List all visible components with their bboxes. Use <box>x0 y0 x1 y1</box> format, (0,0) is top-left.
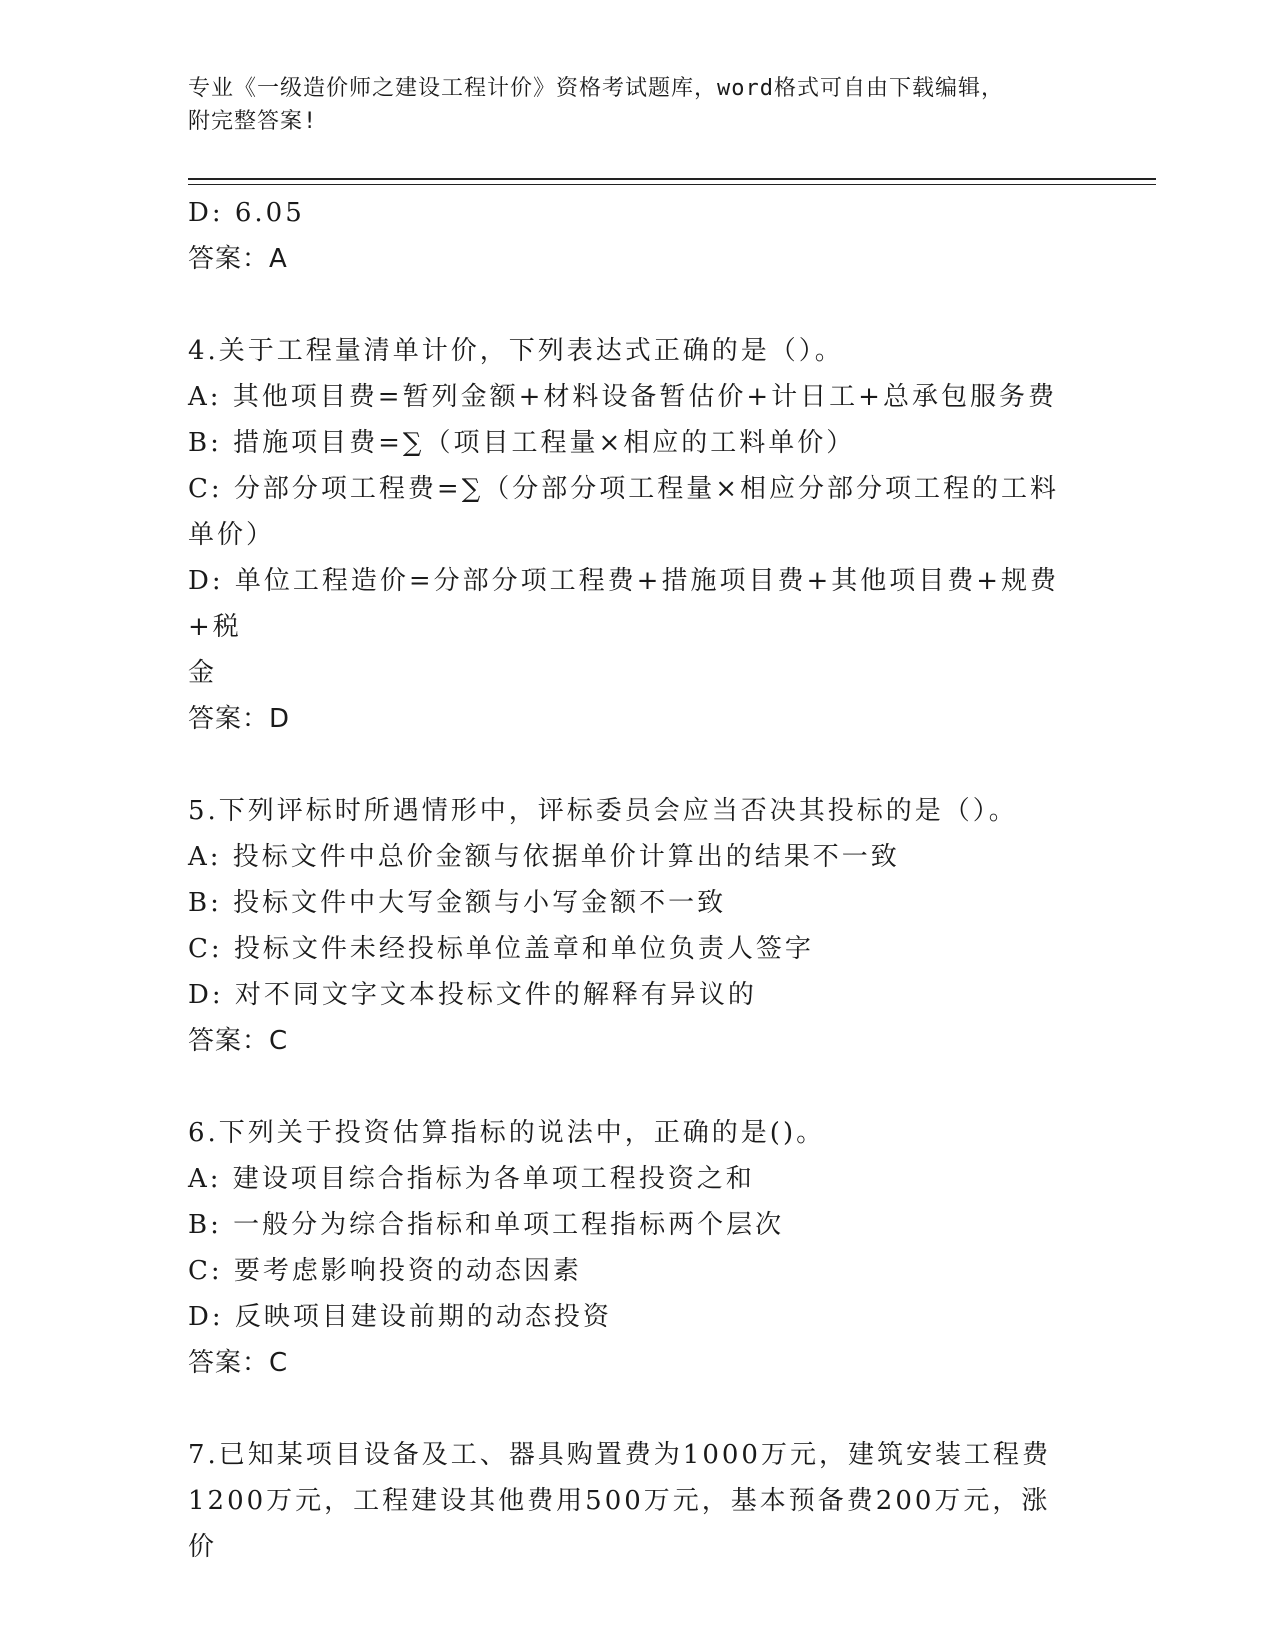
question-stem: 7.已知某项目设备及工、器具购置费为1000万元，建筑安装工程费 <box>188 1440 1051 1470</box>
answer-text: 答案：C <box>188 1026 289 1056</box>
option-b: B: 措施项目费=∑（项目工程量×相应的工料单价） <box>188 428 856 458</box>
question-block-3 <box>188 190 1078 282</box>
option-a: A: 投标文件中总价金额与依据单价计算出的结果不一致 <box>188 842 900 872</box>
header-line-2: 附完整答案! <box>188 109 318 134</box>
option-d: D: 6.05 <box>188 198 305 228</box>
option-c-continued: 单价） <box>188 520 276 550</box>
option-c: C: 要考虑影响投资的动态因素 <box>188 1256 582 1286</box>
option-d: D: 对不同文字文本投标文件的解释有异议的 <box>188 980 757 1010</box>
answer-text: 答案：A <box>188 244 288 274</box>
option-b: B: 投标文件中大写金额与小写金额不一致 <box>188 888 727 918</box>
answer-text: 答案：D <box>188 704 291 734</box>
spacer <box>188 1386 1078 1432</box>
option-d-continued: 金 <box>188 658 218 688</box>
option-a: A: 其他项目费=暂列金额+材料设备暂估价+计日工+总承包服务费 <box>188 382 1057 412</box>
spacer <box>188 282 1078 328</box>
spacer <box>188 742 1078 788</box>
option-a: A: 建设项目综合指标为各单项工程投资之和 <box>188 1164 755 1194</box>
question-block-6 <box>188 1110 1078 1386</box>
answer-text: 答案：C <box>188 1348 289 1378</box>
question-block-7 <box>188 1432 1078 1570</box>
header-rule <box>188 178 1156 180</box>
option-d: D: 反映项目建设前期的动态投资 <box>188 1302 612 1332</box>
spacer <box>188 1064 1078 1110</box>
option-d: D: 单位工程造价=分部分项工程费+措施项目费+其他项目费+规费+税 <box>188 566 1060 642</box>
question-block-4 <box>188 328 1078 742</box>
question-stem: 6.下列关于投资估算指标的说法中，正确的是()。 <box>188 1118 826 1148</box>
option-b: B: 一般分为综合指标和单项工程指标两个层次 <box>188 1210 785 1240</box>
option-c: C: 分部分项工程费=∑（分部分项工程量×相应分部分项工程的工料 <box>188 474 1060 504</box>
header-line-1: 专业《一级造价师之建设工程计价》资格考试题库，word格式可自由下载编辑， <box>188 76 1004 101</box>
document-header <box>188 72 1088 138</box>
question-block-5 <box>188 788 1078 1064</box>
header-rule-thin <box>188 184 1156 185</box>
question-stem: 5.下列评标时所遇情形中，评标委员会应当否决其投标的是（）。 <box>188 796 1018 826</box>
question-stem: 4.关于工程量清单计价，下列表达式正确的是（）。 <box>188 336 844 366</box>
question-stem-continued: 1200万元，工程建设其他费用500万元，基本预备费200万元，涨价 <box>188 1486 1051 1562</box>
question-list <box>188 190 1078 1570</box>
option-c: C: 投标文件未经投标单位盖章和单位负责人签字 <box>188 934 814 964</box>
